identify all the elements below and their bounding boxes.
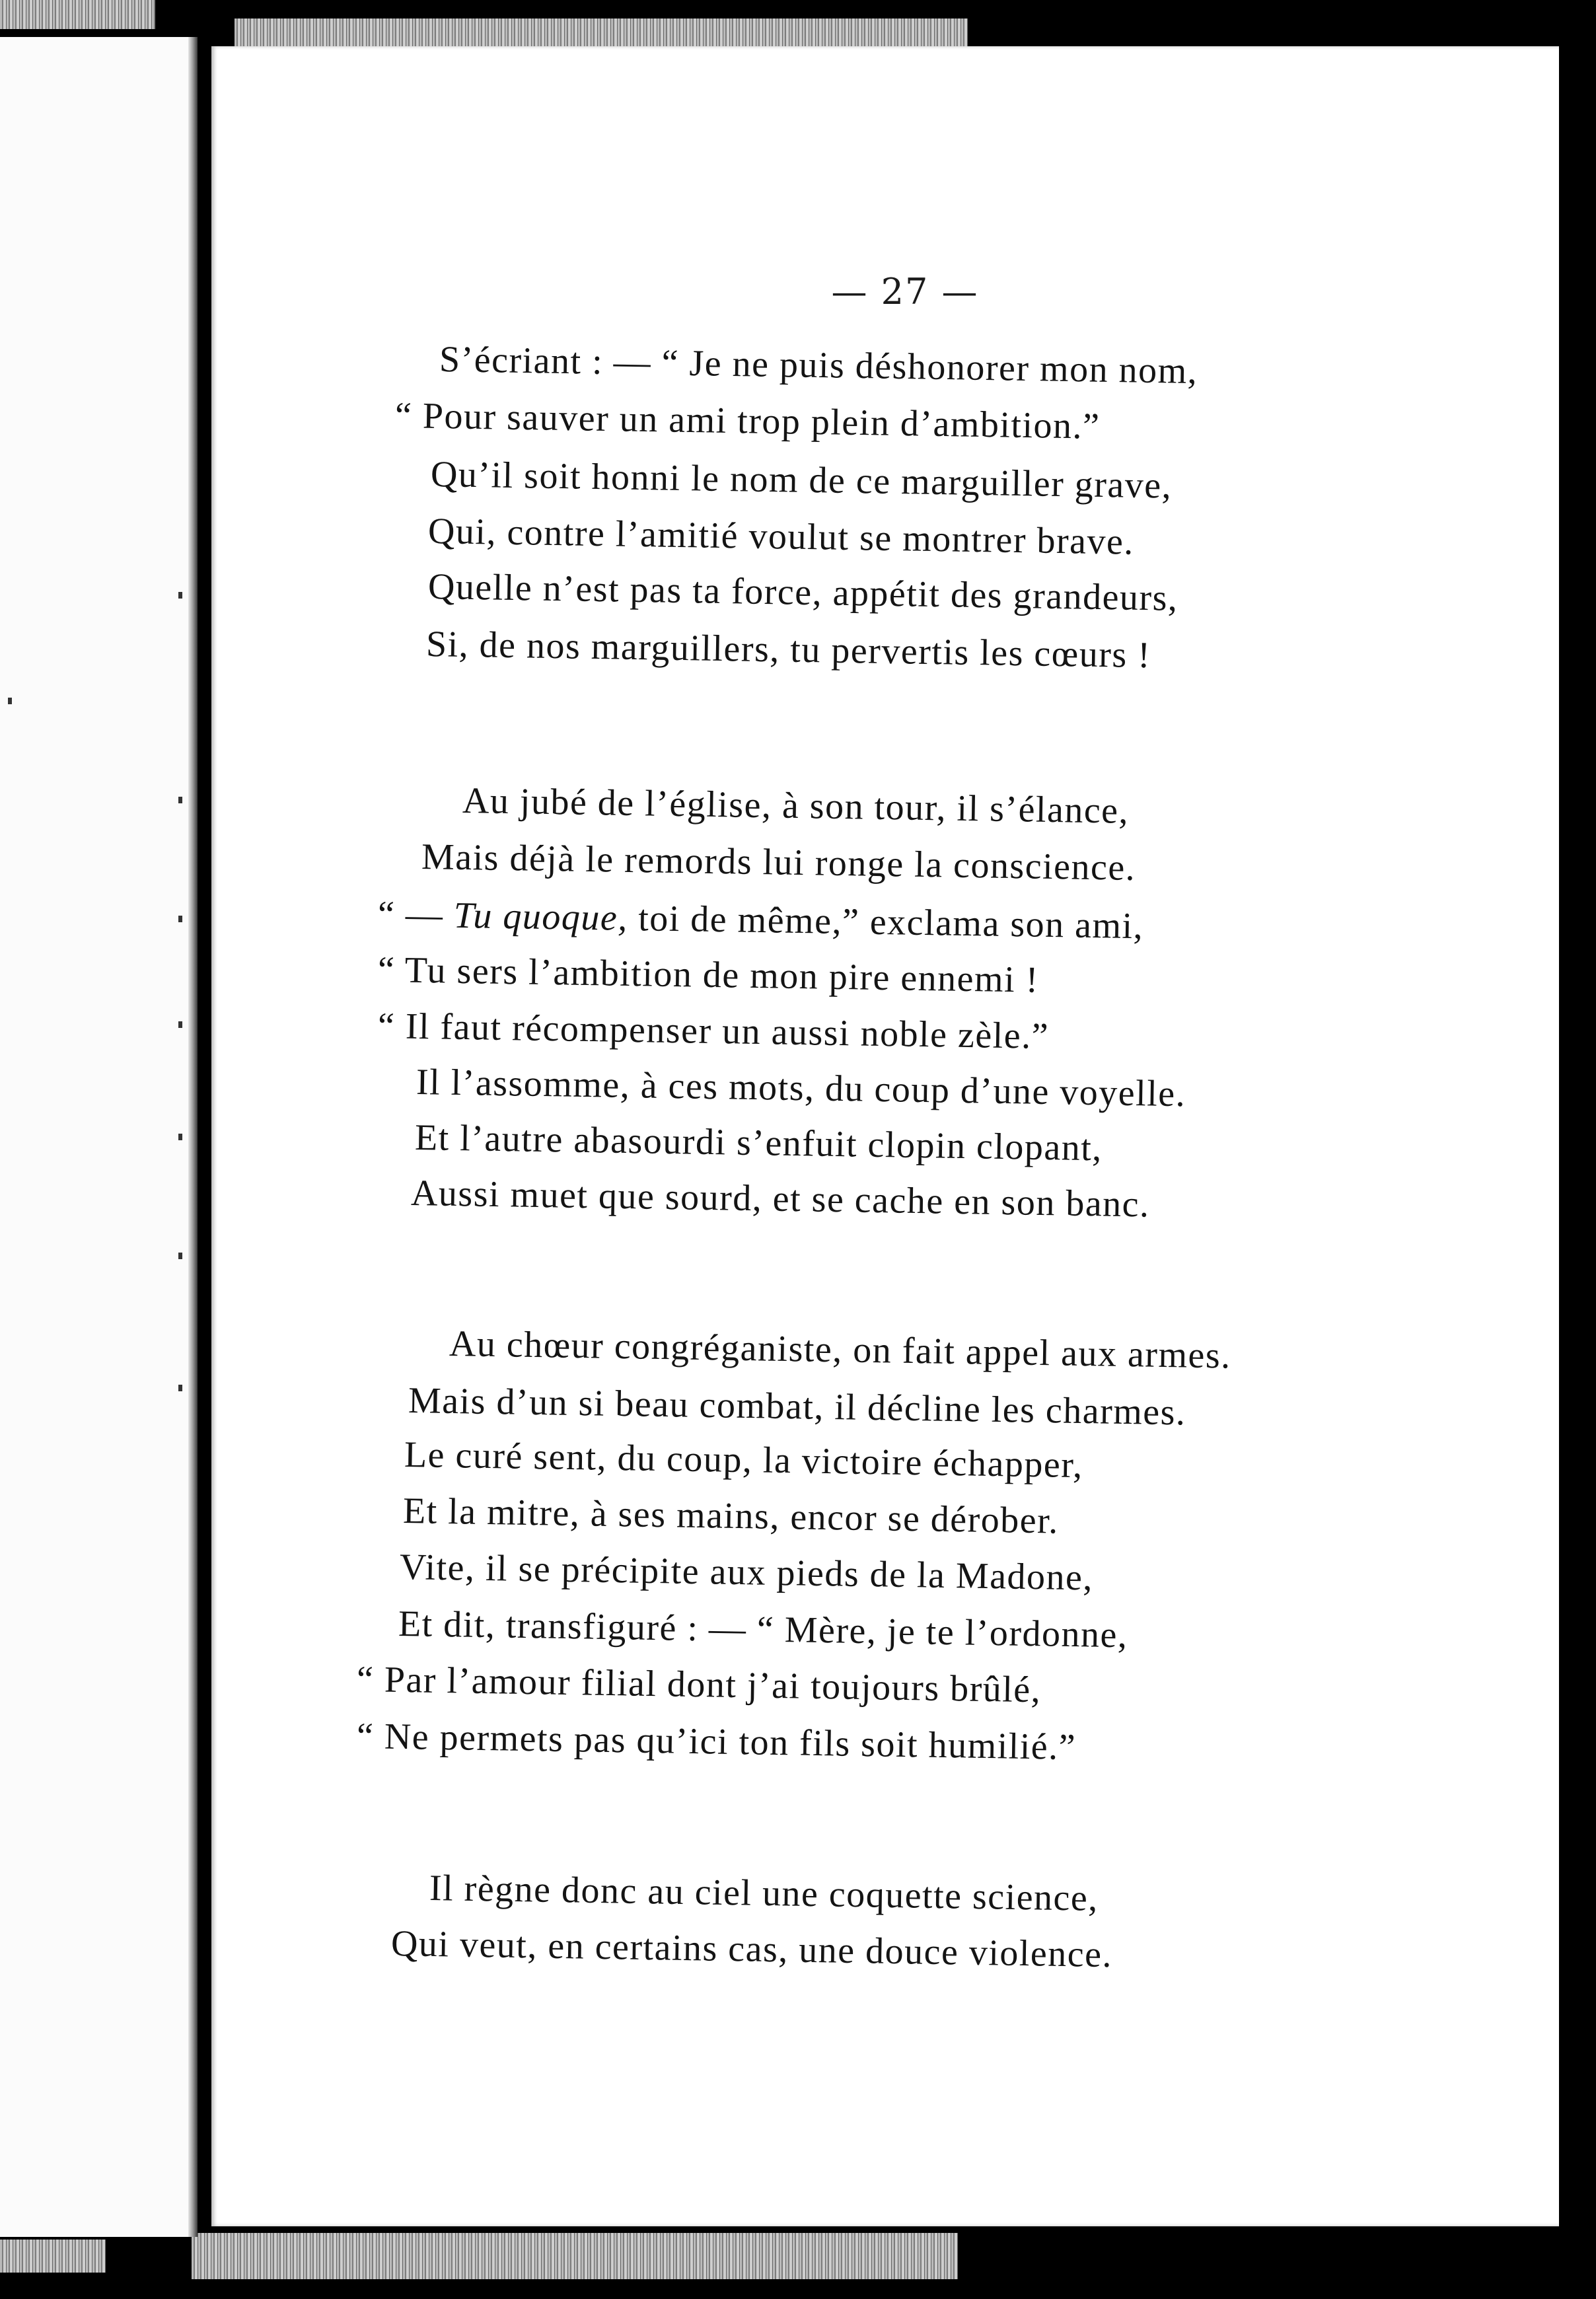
verse-line: Aussi muet que sourd, et se cache en son banc. — [410, 1173, 1151, 1225]
speck — [178, 1021, 182, 1028]
scan-edge-bottom-left — [0, 2240, 106, 2273]
verse-line: “ Il faut récompenser un aussi noble zèle.” — [377, 1005, 1050, 1057]
verse-line: Au jubé de l’église, à son tour, il s’élance, — [462, 780, 1130, 832]
facing-page-margin — [0, 37, 188, 2237]
verse-line: Qu’il soit honni le nom de ce marguiller grave, — [430, 454, 1173, 507]
verse-line: S’écriant : — “ Je ne puis déshonorer mon nom, — [439, 339, 1198, 392]
verse-fragment: toi de même,” exclama son ami, — [628, 897, 1144, 947]
verse-line: “ Ne permets pas qu’ici ton fils soit humilié.” — [356, 1716, 1077, 1769]
verse-fragment-italic: Tu quoque, — [453, 894, 629, 939]
verse-line: Qui, contre l’amitié voulut se montrer brave. — [427, 511, 1135, 563]
speck — [178, 916, 182, 922]
verse-line: Si, de nos marguillers, tu pervertis les cœurs ! — [425, 624, 1151, 676]
verse-line: Il règne donc au ciel une coquette science, — [429, 1868, 1099, 1919]
verse-line: “ Par l’amour filial dont j’ai toujours brûlé, — [356, 1659, 1042, 1711]
verse-line: Et dit, transfiguré : — “ Mère, je te l’ordonne, — [398, 1603, 1128, 1656]
verse-line: Quelle n’est pas ta force, appétit des grandeurs, — [427, 566, 1179, 619]
verse-line: Le curé sent, du coup, la victoire échapper, — [404, 1434, 1084, 1486]
verse-line: Et l’autre abasourdi s’enfuit clopin clopant, — [414, 1117, 1103, 1169]
verse-line: Et la mitre, à ses mains, encor se dérober. — [402, 1490, 1060, 1542]
scan-edge-bottom — [192, 2233, 958, 2279]
speck — [178, 592, 182, 599]
speck — [8, 698, 12, 704]
page-number: — 27 — — [831, 271, 979, 312]
verse-fragment: “ — — [377, 894, 454, 936]
speck — [178, 1253, 182, 1259]
speck — [178, 1385, 182, 1391]
verse-line: Vite, il se précipite aux pieds de la Madone, — [399, 1547, 1094, 1599]
verse-line: Il l’assomme, à ces mots, du coup d’une voyelle. — [416, 1062, 1186, 1115]
verse-line: “ Pour sauver un ami trop plein d’ambition.” — [394, 395, 1101, 447]
verse-line: Mais d’un si beau combat, il décline les charmes. — [408, 1380, 1186, 1434]
scan-edge-top — [235, 18, 968, 46]
verse-line: Mais déjà le remords lui ronge la conscience. — [421, 836, 1136, 889]
page-gutter-shadow — [188, 37, 198, 2237]
speck — [178, 1134, 182, 1140]
verse-line: Qui veut, en certains cas, une douce violence. — [390, 1923, 1113, 1976]
verse-line: “ Tu sers l’ambition de mon pire ennemi ! — [377, 949, 1040, 1001]
speck — [178, 797, 182, 803]
scan-edge-top-left — [0, 0, 155, 29]
verse-line: Au chœur congréganiste, on fait appel aux armes. — [449, 1323, 1232, 1377]
